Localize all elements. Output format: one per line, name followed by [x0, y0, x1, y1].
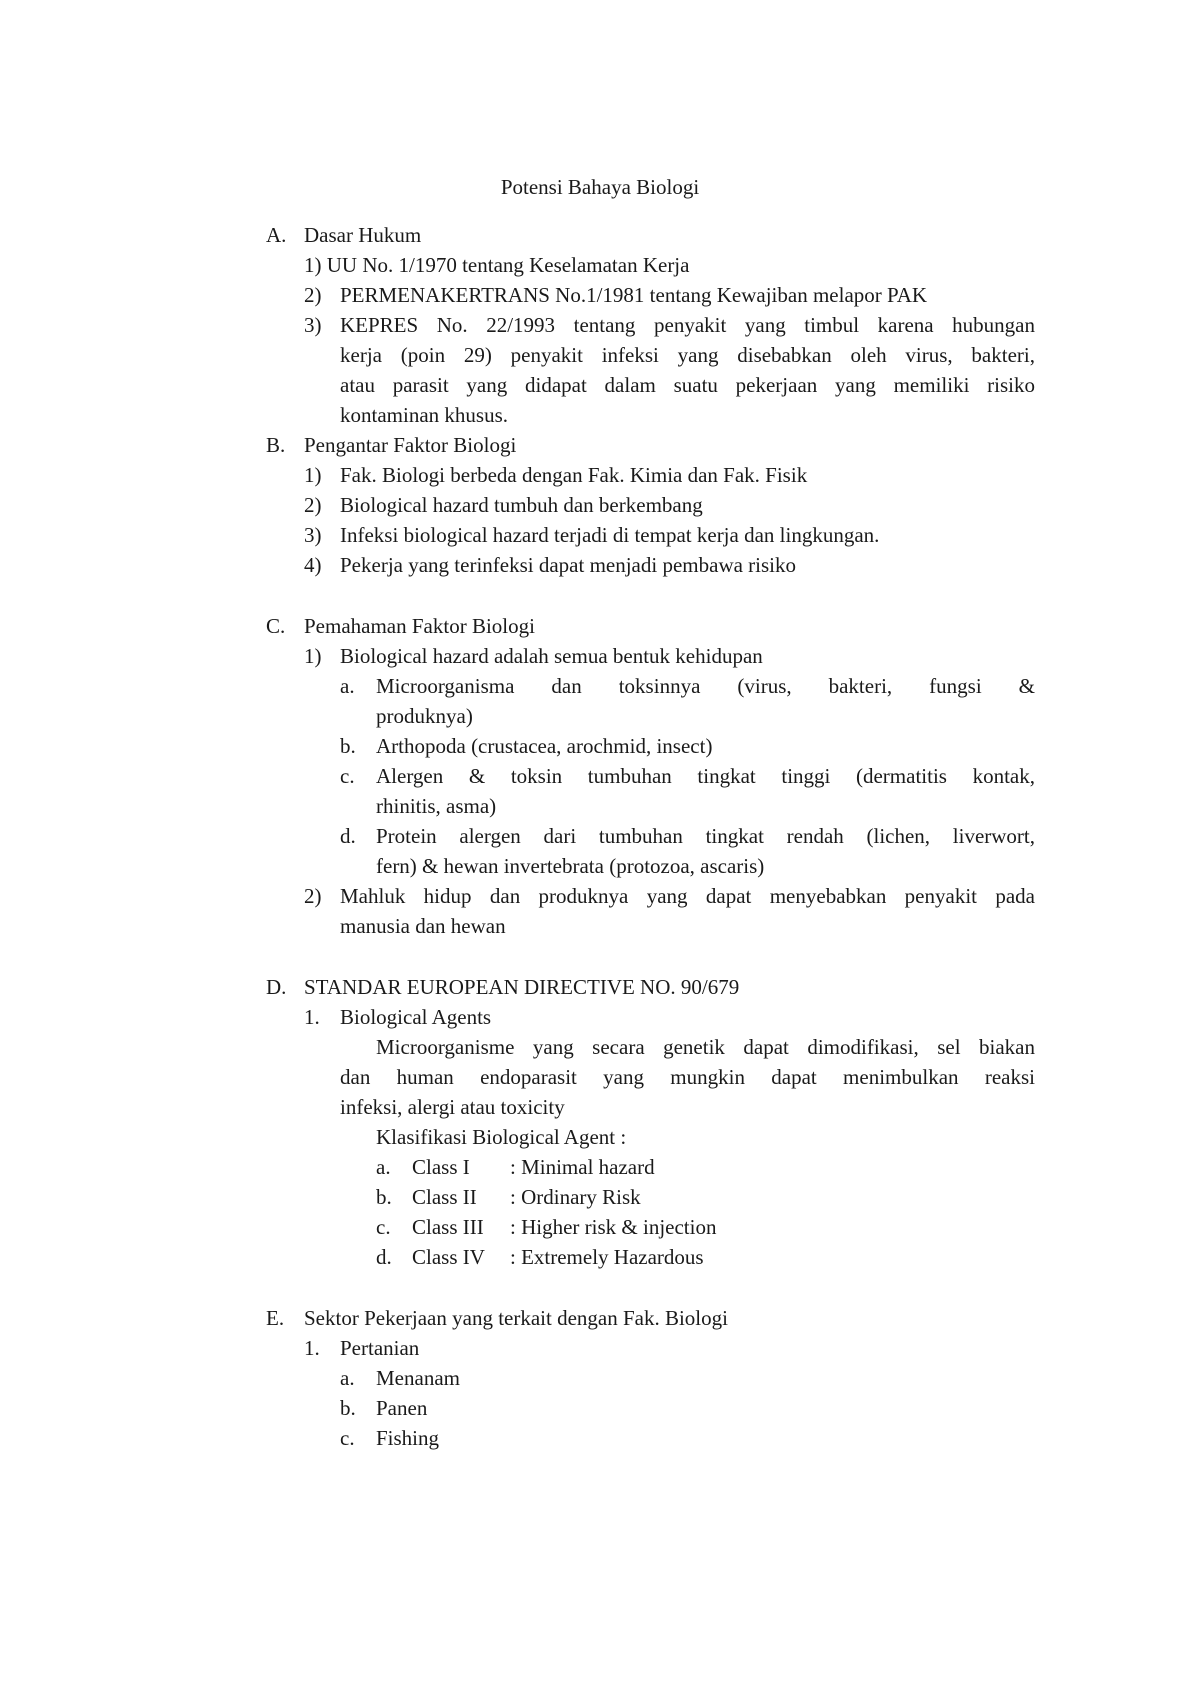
class-description: : Higher risk & injection — [510, 1215, 717, 1239]
list-item-line: KEPRES No. 22/1993 tentang penyakit yang timbul karena hubungan — [340, 313, 1035, 337]
list-item: Pekerja yang terinfeksi dapat menjadi pembawa risiko — [340, 553, 797, 577]
section-d-marker: D. — [266, 975, 287, 999]
sublist-marker: a. — [340, 674, 355, 698]
list-item: Pertanian — [340, 1336, 420, 1360]
list-item: Biological Agents — [340, 1005, 492, 1029]
section-e-heading: Sektor Pekerjaan yang terkait dengan Fak. Biologi — [304, 1306, 728, 1330]
sublist-item-line: fern) & hewan invertebrata (protozoa, ascaris) — [376, 854, 765, 878]
list-item-line: Mahluk hidup dan produknya yang dapat menyebabkan penyakit pada — [340, 884, 1035, 908]
list-item-line: kerja (poin 29) penyakit infeksi yang disebabkan oleh virus, bakteri, — [340, 343, 1035, 367]
class-description: : Minimal hazard — [510, 1155, 655, 1179]
class-marker: b. — [376, 1185, 392, 1209]
sublist-marker: a. — [340, 1366, 355, 1390]
sublist-item-line: produknya) — [376, 704, 473, 728]
class-marker: c. — [376, 1215, 391, 1239]
class-name: Class III — [412, 1215, 484, 1239]
list-item: PERMENAKERTRANS No.1/1981 tentang Kewajiban melapor PAK — [340, 283, 928, 307]
class-description: : Extremely Hazardous — [510, 1245, 704, 1269]
sublist-item-line: Alergen & toksin tumbuhan tingkat tinggi (dermatitis kontak, — [376, 764, 1035, 788]
list-item-line: kontaminan khusus. — [340, 403, 508, 427]
list-item: Biological hazard tumbuh dan berkembang — [340, 493, 703, 517]
section-b-marker: B. — [266, 433, 286, 457]
class-name: Class I — [412, 1155, 470, 1179]
list-number: 1) — [304, 644, 322, 668]
sublist-item: Menanam — [376, 1366, 460, 1390]
section-a-heading: Dasar Hukum — [304, 223, 422, 247]
page-title: Potensi Bahaya Biologi — [500, 175, 700, 199]
section-c-heading: Pemahaman Faktor Biologi — [304, 614, 535, 638]
sublist-marker: c. — [340, 1426, 355, 1450]
list-number: 2) — [304, 493, 322, 517]
class-name: Class IV — [412, 1245, 485, 1269]
section-d-heading: STANDAR EUROPEAN DIRECTIVE NO. 90/679 — [304, 975, 740, 999]
sublist-item-line: rhinitis, asma) — [376, 794, 497, 818]
section-b-heading: Pengantar Faktor Biologi — [304, 433, 517, 457]
list-number: 2) — [304, 283, 322, 307]
section-c-marker: C. — [266, 614, 286, 638]
section-a-marker: A. — [266, 223, 287, 247]
sublist-item: Panen — [376, 1396, 428, 1420]
class-name: Class II — [412, 1185, 477, 1209]
class-marker: d. — [376, 1245, 392, 1269]
sublist-marker: b. — [340, 1396, 356, 1420]
list-number: 1. — [304, 1336, 320, 1360]
paragraph-line: Microorganisme yang secara genetik dapat dimodifikasi, sel biakan — [376, 1035, 1035, 1059]
list-number: 4) — [304, 553, 322, 577]
class-description: : Ordinary Risk — [510, 1185, 641, 1209]
list-number: 1. — [304, 1005, 320, 1029]
list-number: 3) — [304, 313, 322, 337]
sublist-item-line: Protein alergen dari tumbuhan tingkat rendah (lichen, liverwort, — [376, 824, 1035, 848]
list-number: 3) — [304, 523, 322, 547]
list-item-line: manusia dan hewan — [340, 914, 506, 938]
list-item: Fak. Biologi berbeda dengan Fak. Kimia dan Fak. Fisik — [340, 463, 808, 487]
list-item-line: atau parasit yang didapat dalam suatu pekerjaan yang memiliki risiko — [340, 373, 1035, 397]
list-item: Infeksi biological hazard terjadi di tempat kerja dan lingkungan. — [340, 523, 880, 547]
sublist-marker: b. — [340, 734, 356, 758]
sublist-marker: d. — [340, 824, 356, 848]
list-number: 2) — [304, 884, 322, 908]
section-e-marker: E. — [266, 1306, 285, 1330]
list-item: 1) UU No. 1/1970 tentang Keselamatan Kerja — [304, 253, 690, 277]
sublist-item-line: Microorganisma dan toksinnya (virus, bakteri, fungsi & — [376, 674, 1035, 698]
list-number: 1) — [304, 463, 322, 487]
paragraph-line: infeksi, alergi atau toxicity — [340, 1095, 565, 1119]
sublist-marker: c. — [340, 764, 355, 788]
paragraph-line: dan human endoparasit yang mungkin dapat menimbulkan reaksi — [340, 1065, 1035, 1089]
sublist-item: Fishing — [376, 1426, 440, 1450]
sublist-item-line: Arthopoda (crustacea, arochmid, insect) — [376, 734, 713, 758]
classification-heading: Klasifikasi Biological Agent : — [376, 1125, 627, 1149]
class-marker: a. — [376, 1155, 391, 1179]
list-item: Biological hazard adalah semua bentuk kehidupan — [340, 644, 763, 668]
